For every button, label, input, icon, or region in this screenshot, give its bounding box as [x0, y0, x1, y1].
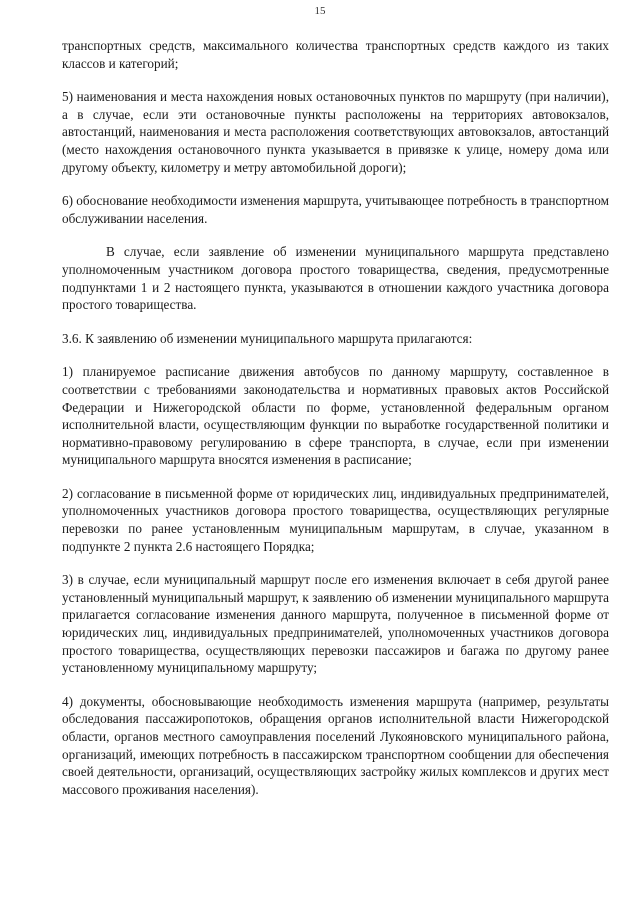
- paragraph-item-5: 5) наименования и места нахождения новых остановочных пунктов по маршруту (при наличии), а в случае, если эти остановочные пункты расположены на территориях автовокзалов, автостанций, наименования и места расположения соответствующих автовокзалов, автостанций (место нахождения остановочного пункта указывается в привязке к улице, номеру дома или другому объекту, километру и метру автомобильной дороги);: [62, 89, 609, 175]
- section-heading-3-6: 3.6. К заявлению об изменении муниципального маршрута прилагаются:: [62, 330, 473, 346]
- document-body: [62, 37, 609, 798]
- paragraph-attachment-1: 1) планируемое расписание движения автобусов по данному маршруту, составленное в соответствии с требованиями законодательства и нормативных правовых актов Российской Федерации и Нижегородской области по форме, установленной федеральным органом исполнительной власти, осуществляющим функции по выработке государственной политики и нормативно-правовому регулированию в сфере транспорта, в случае, если при изменении муниципального маршрута вносятся изменения в расписание;: [62, 364, 609, 468]
- paragraph-attachment-3: 3) в случае, если муниципальный маршрут после его изменения включает в себя другой ранее установленный муниципальный маршрут, к заявлению об изменении муниципального маршрута прилагается согласование изменения данного маршрута, полученное в письменной форме от юридических лиц, индивидуальных предпринимателей, уполномоченных участников договора простого товарищества, осуществляющих перевозки пассажиров и багажа по другому ранее установленному муниципальному маршруту;: [62, 572, 609, 676]
- paragraph-attachment-2: 2) согласование в письменной форме от юридических лиц, индивидуальных предпринимателей, уполномоченных участников договора простого товарищества, осуществляющих регулярные перевозки по ранее установленным муниципальным маршрутам, в случае, указанном в подпункте 2 пункта 2.6 настоящего Порядка;: [62, 485, 609, 554]
- paragraph-continuation: транспортных средств, максимального количества транспортных средств каждого из таких классов и категорий;: [62, 38, 609, 71]
- paragraph-item-6: 6) обоснование необходимости изменения маршрута, учитывающее потребность в транспортном обслуживании населения.: [62, 193, 609, 226]
- paragraph-attachment-4: 4) документы, обосновывающие необходимость изменения маршрута (например, результаты обследования пассажиропотоков, обращения органов исполнительной власти Нижегородской области, органов местного самоуправления поселений Лукояновского муниципального района, организаций, имеющих потребность в пассажирском транспортном сообщении для обеспечения своей деятельности, организаций, осуществляющих застройку жилых комплексов и других мест массового проживания населения).: [62, 693, 609, 797]
- paragraph-simple-partnership-note: В случае, если заявление об изменении муниципального маршрута представлено уполномоченным участником договора простого товарищества, сведения, предусмотренные подпунктами 1 и 2 настоящего пункта, указываются в отношении каждого участника договора простого товарищества.: [62, 244, 609, 313]
- page-number: 15: [314, 5, 326, 17]
